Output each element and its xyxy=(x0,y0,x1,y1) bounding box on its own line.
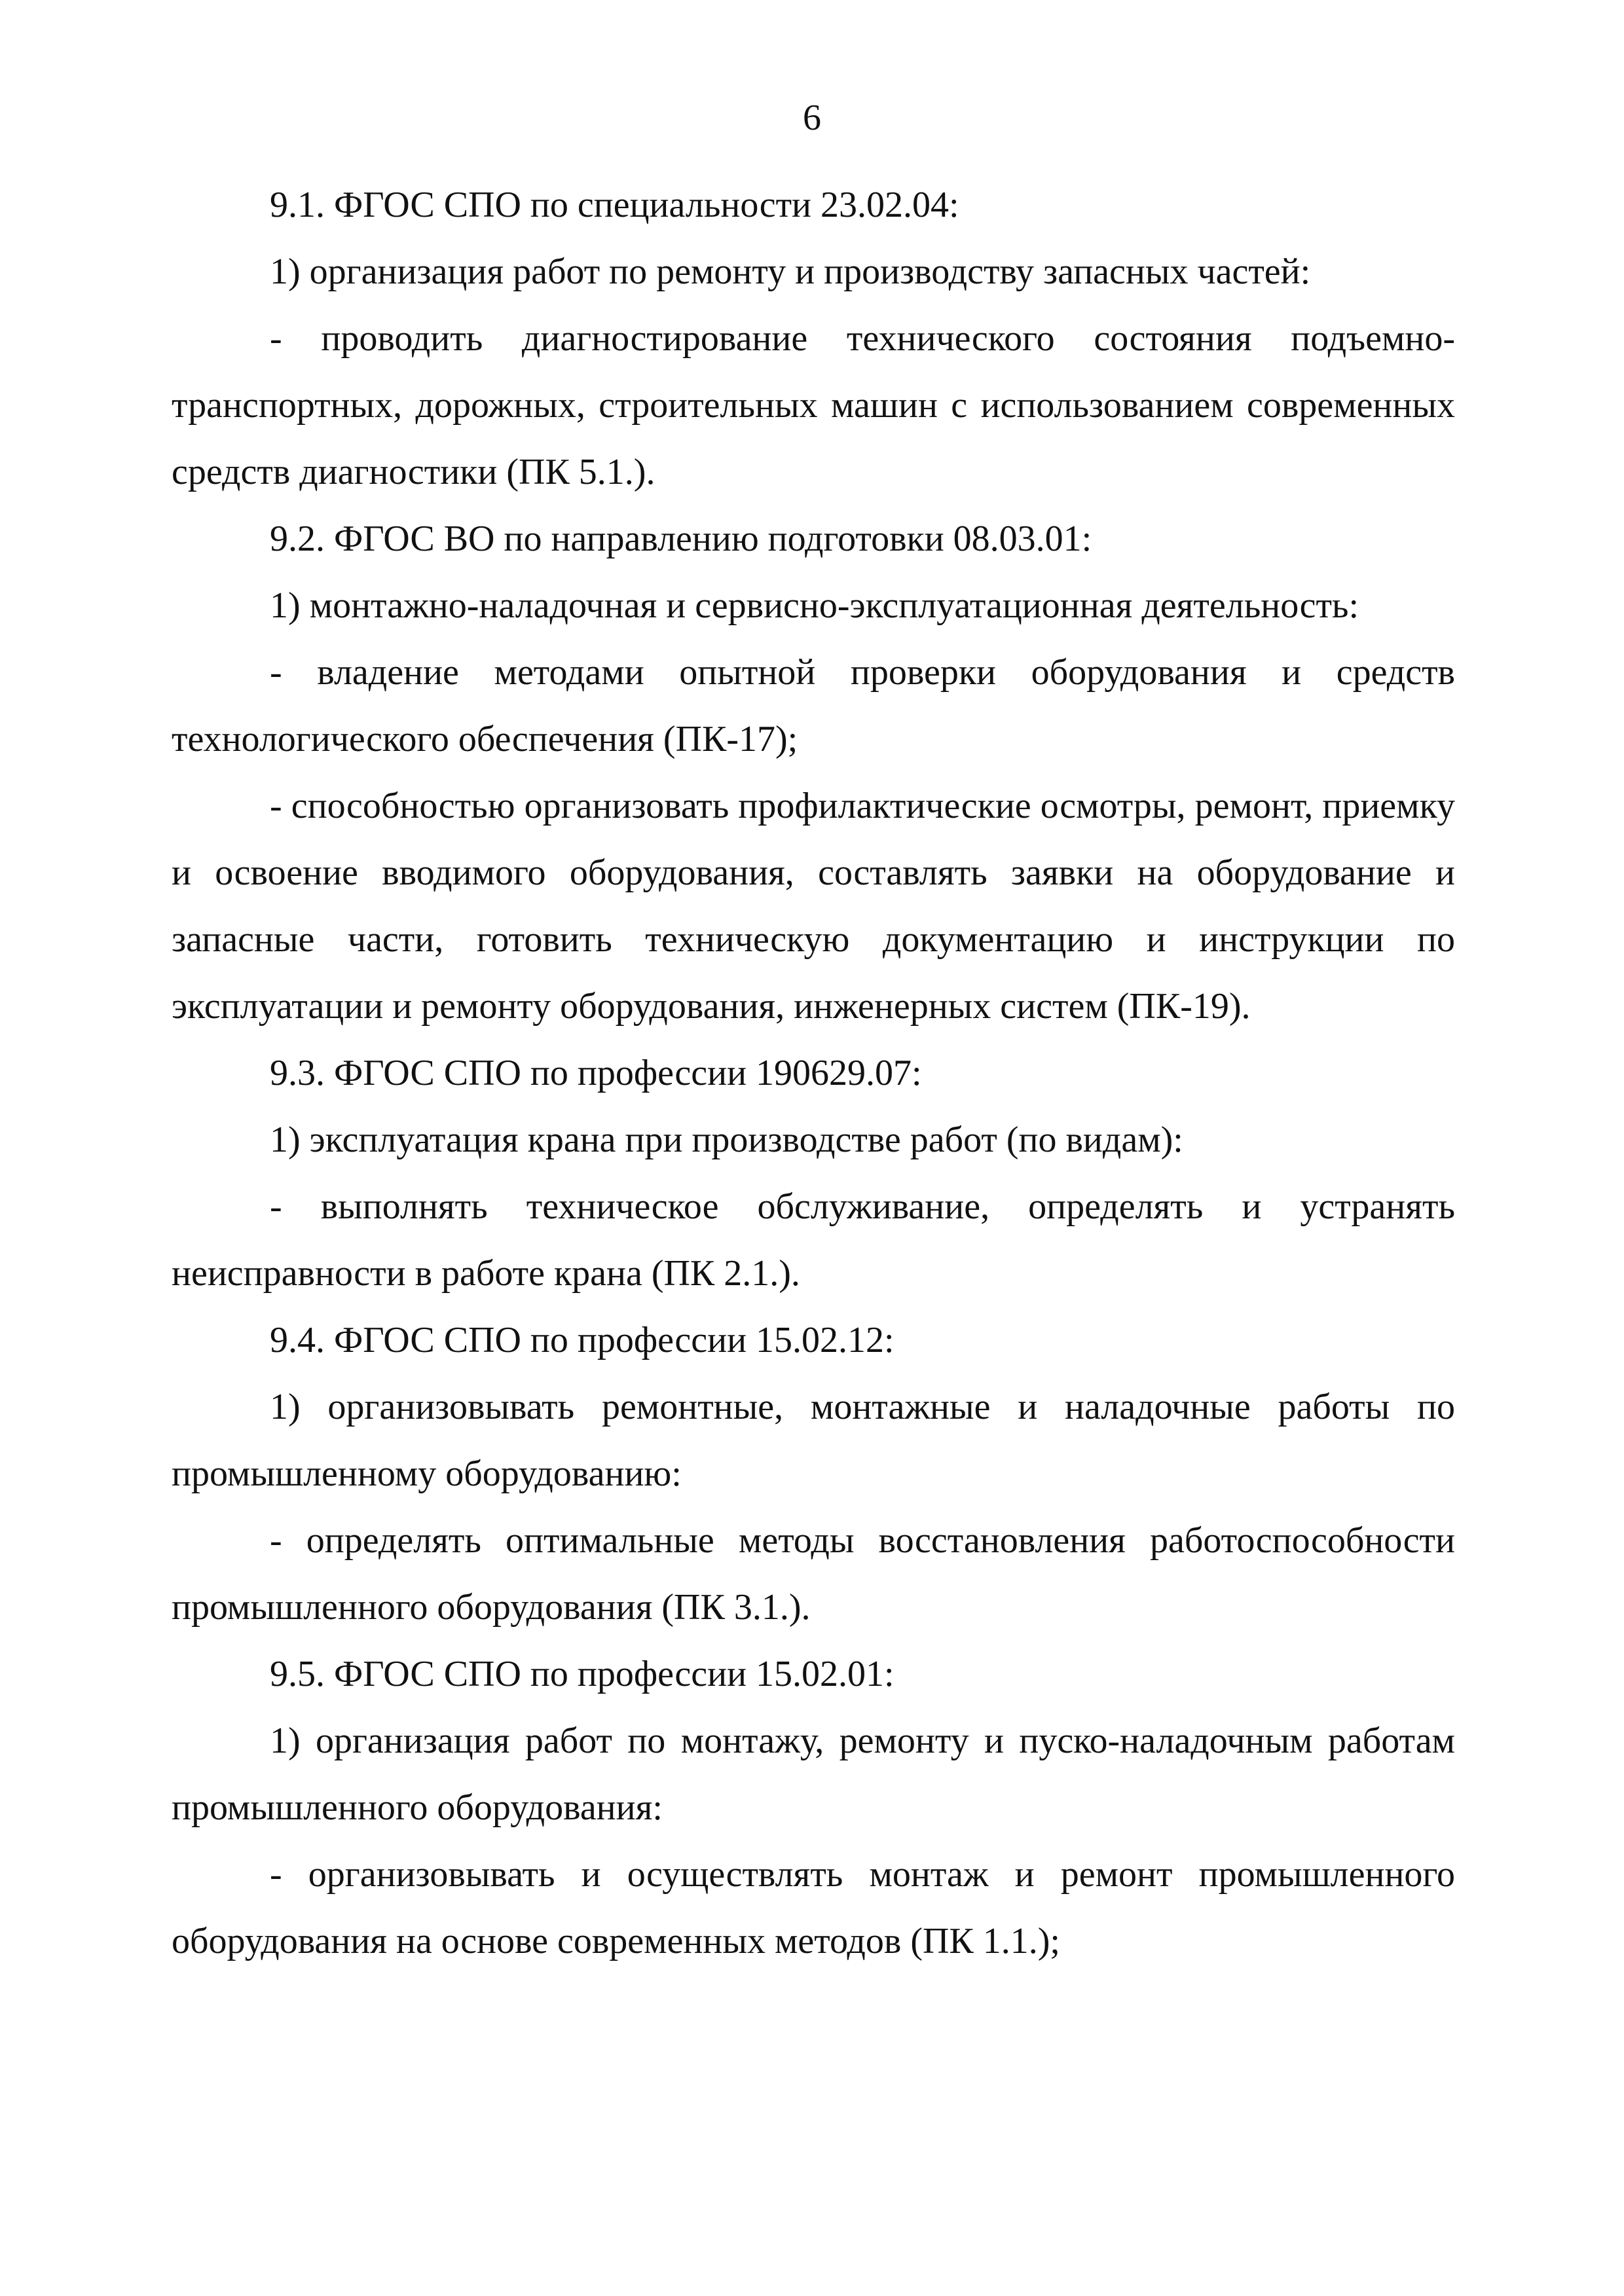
subsection-item: 1) эксплуатация крана при производстве работ (по видам): xyxy=(270,1120,1183,1160)
subsection-item: 1) монтажно-наладочная и сервисно-эксплуатационная деятельность: xyxy=(270,585,1359,626)
section-heading-9-1: 9.1. ФГОС СПО по специальности 23.02.04: xyxy=(270,185,959,225)
subsection-item: 1) организация работ по ремонту и производству запасных частей: xyxy=(270,251,1311,292)
document-body xyxy=(172,172,1455,1975)
section-heading-9-4: 9.4. ФГОС СПО по профессии 15.02.12: xyxy=(270,1320,895,1360)
competency-item: - выполнять техническое обслуживание, определять и устранять неисправности в работе крана (ПК 2.1.). xyxy=(172,1186,1455,1294)
section-heading-9-2: 9.2. ФГОС ВО по направлению подготовки 08.03.01: xyxy=(270,519,1092,559)
page-number: 6 xyxy=(803,98,821,138)
section-heading-9-5: 9.5. ФГОС СПО по профессии 15.02.01: xyxy=(270,1654,895,1694)
competency-item: - организовывать и осуществлять монтаж и ремонт промышленного оборудования на основе современных методов (ПК 1.1.); xyxy=(172,1854,1455,1961)
subsection-item: 1) организация работ по монтажу, ремонту и пуско-наладочным работам промышленного оборудования: xyxy=(172,1721,1455,1828)
competency-item: - проводить диагностирование технического состояния подъемно-транспортных, дорожных, строительных машин с использованием современных средств диагностики (ПК 5.1.). xyxy=(172,318,1455,492)
competency-item: - определять оптимальные методы восстановления работоспособности промышленного оборудования (ПК 3.1.). xyxy=(172,1520,1455,1628)
competency-item: - владение методами опытной проверки оборудования и средств технологического обеспечения (ПК-17); xyxy=(172,652,1455,759)
competency-item: - способностью организовать профилактические осмотры, ремонт, приемку и освоение вводимого оборудования, составлять заявки на оборудование и запасные части, готовить техническую документацию и инструкции по эксплуатации и ремонту оборудования, инженерных систем (ПК-19). xyxy=(172,786,1455,1027)
section-heading-9-3: 9.3. ФГОС СПО по профессии 190629.07: xyxy=(270,1053,922,1093)
subsection-item: 1) организовывать ремонтные, монтажные и наладочные работы по промышленному оборудованию: xyxy=(172,1387,1455,1494)
